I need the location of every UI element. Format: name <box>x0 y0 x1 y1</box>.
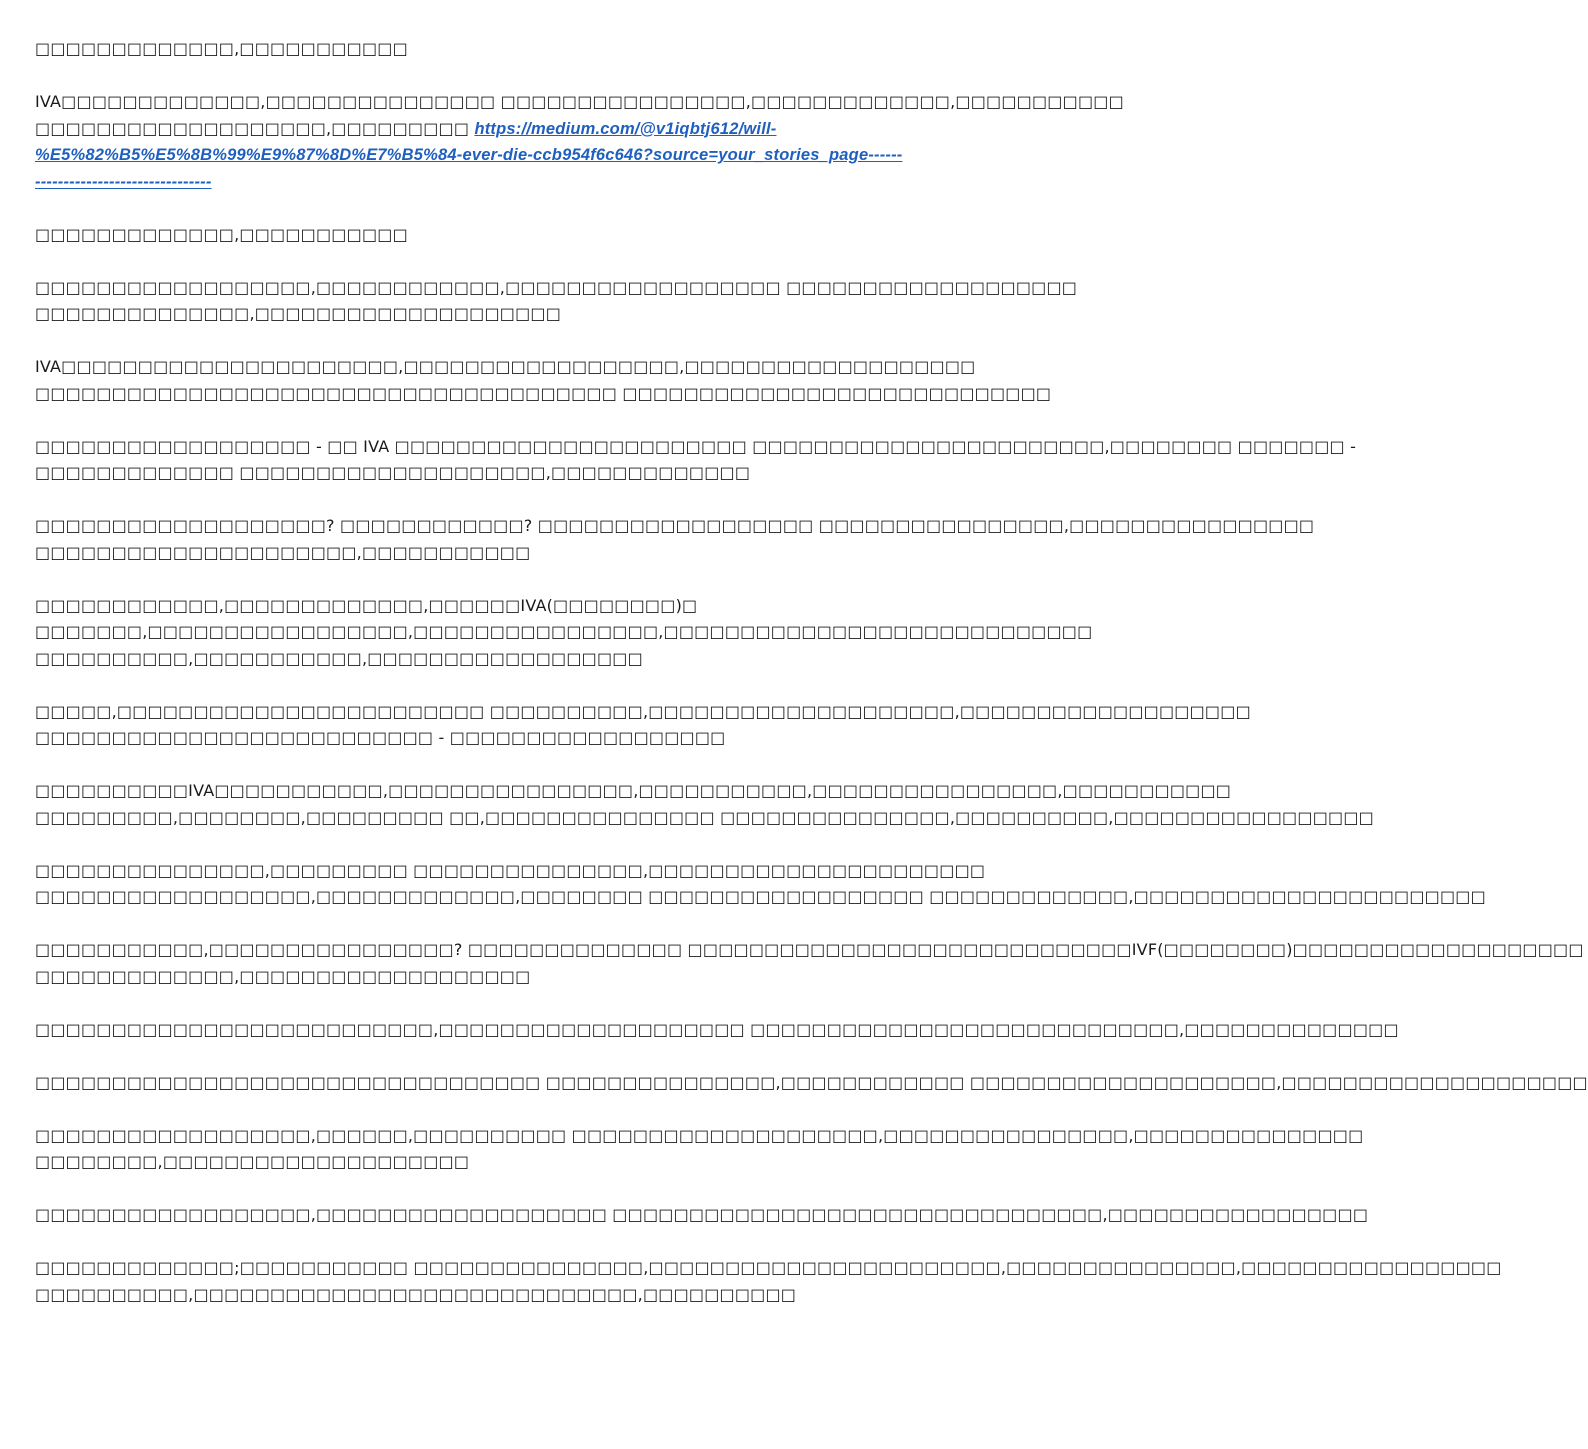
paragraph <box>35 1255 1502 1308</box>
paragraph <box>35 1123 1364 1176</box>
paragraph-line: □□□□□□□□□□□□□□□□□□□□□,□□□□□□□□□□□ <box>35 542 531 562</box>
paragraph <box>35 1017 1399 1044</box>
paragraph-line: □□□□□□□□□□□□□□□,□□□□□□□□□ □□□□□□□□□□□□□□□,□□□□□□□□□□□□□□□□□□□□□□ <box>35 860 986 880</box>
paragraph-line: □□□□□,□□□□□□□□□□□□□□□□□□□□□□□□ □□□□□□□□□□,□□□□□□□□□□□□□□□□□□□□,□□□□□□□□□□□□□□□□□□□ <box>35 701 1251 721</box>
paragraph <box>35 1202 1369 1229</box>
paragraph-line: □□□□□□□□□□□□□□,□□□□□□□□□□□□□□□□□□□□ <box>35 304 562 323</box>
paragraph-line: □□□□□□□□□□□□□□□□□□□□□□□□□□ - □□□□□□□□□□□□□□□□□□ <box>35 728 726 747</box>
paragraph <box>35 222 995 249</box>
paragraph <box>35 778 1374 831</box>
paragraph-line: □□□□□□□□□□□□,□□□□□□□□□□□□□,□□□□□□IVA(□□□□□□□□)□ <box>35 595 698 615</box>
paragraph-line: □□□□□□□□□□□□□□□□□□□,□□□□□□□□□ <box>35 118 475 138</box>
paragraph <box>35 513 1315 566</box>
article-link-line[interactable]: %E5%82%B5%E5%8B%99%E9%87%8D%E7%B5%84-ever-die-ccb954f6c646?source=your_stories_page------ <box>35 146 903 164</box>
paragraph <box>35 593 1093 673</box>
paragraph-line: □□□□□□□□,□□□□□□□□□□□□□□□□□□□□ <box>35 1152 470 1171</box>
paragraph <box>35 937 1584 990</box>
paragraph-line: □□□□□□□,□□□□□□□□□□□□□□□□□,□□□□□□□□□□□□□□□□,□□□□□□□□□□□□□□□□□□□□□□□□□□□□ <box>35 622 1093 641</box>
paragraph-line: □□□□□□□□□□,□□□□□□□□□□□□□□□□□□□□□□□□□□□□□,□□□□□□□□□□ <box>35 1284 797 1304</box>
paragraph-line: □□□□□□□□□□□□□□□□□□□□□□□□□□□□□□□□□ □□□□□□□□□□□□□□□,□□□□□□□□□□□□ □□□□□□□□□□□□□□□□□□□□,□□□□□□□□□□□□□□□□□□□□ <box>35 1072 1588 1092</box>
paragraph-line: □□□□□□□□□□□□□□□□□□ - □□ IVA □□□□□□□□□□□□□□□□□□□□□□□ □□□□□□□□□□□□□□□□□□□□□□□,□□□□□□□□ □□□□□□□ - <box>35 436 1357 456</box>
paragraph-line: □□□□□□□□□□□□□□□□□□,□□□□□□□□□□□□□,□□□□□□□□ □□□□□□□□□□□□□□□□□□ □□□□□□□□□□□□□,□□□□□□□□□□□□□□□□□□□□□□□ <box>35 887 1486 906</box>
paragraph <box>35 1070 1588 1097</box>
article-link-line[interactable]: https://medium.com/@v1iqbtj612/will- <box>474 119 777 138</box>
paragraph-line: □□□□□□□□□□IVA□□□□□□□□□□□,□□□□□□□□□□□□□□□□,□□□□□□□□□□□,□□□□□□□□□□□□□□□□,□□□□□□□□□□□ <box>35 781 1232 800</box>
paragraph-line: □□□□□□□□□□□,□□□□□□□□□□□□□□□□? □□□□□□□□□□□□□□ □□□□□□□□□□□□□□□□□□□□□□□□□□□□□IVF(□□□□□□□□)□□□□□□□□□□□□□□□□□□□ <box>35 940 1584 959</box>
paragraph <box>35 354 1052 407</box>
paragraph-line: □□□□□□□□□□□□□;□□□□□□□□□□□ □□□□□□□□□□□□□□□,□□□□□□□□□□□□□□□□□□□□□□□,□□□□□□□□□□□□□□□,□□□□□□□□□□□□□□□□□ <box>35 1258 1502 1277</box>
paragraph <box>35 699 1251 752</box>
paragraph-line: □□□□□□□□□□□□□,□□□□□□□□□□□□□□□□□□□ <box>35 966 531 986</box>
paragraph-line: □□□□□□□□□□□□□□□□□□,□□□□□□□□□□□□,□□□□□□□□□□□□□□□□□□ □□□□□□□□□□□□□□□□□□□ <box>35 277 1078 297</box>
paragraph <box>35 36 995 63</box>
article-link-line[interactable]: ------------------------------- <box>35 172 212 191</box>
paragraph-line: □□□□□□□□□□□□□□□□□□□? □□□□□□□□□□□□? □□□□□□□□□□□□□□□□□□ □□□□□□□□□□□□□□□□,□□□□□□□□□□□□□□□□ <box>35 516 1315 535</box>
paragraph-line: IVA□□□□□□□□□□□□□□□□□□□□□□,□□□□□□□□□□□□□□□□□□,□□□□□□□□□□□□□□□□□□□ <box>35 357 976 376</box>
paragraph-line: □□□□□□□□□□□□□,□□□□□□□□□□□ <box>35 39 408 58</box>
paragraph-line: □□□□□□□□□,□□□□□□□□,□□□□□□□□□ □□,□□□□□□□□□□□□□□□ □□□□□□□□□□□□□□□,□□□□□□□□□□,□□□□□□□□□□□□□□□□□ <box>35 807 1374 827</box>
paragraph-line: IVA□□□□□□□□□□□□□,□□□□□□□□□□□□□□□ □□□□□□□□□□□□□□□□,□□□□□□□□□□□□□,□□□□□□□□□□□ <box>35 92 1124 111</box>
paragraph-line: □□□□□□□□□□□□□□□□□□□□□□□□□□□□□□□□□□□□□□ □□□□□□□□□□□□□□□□□□□□□□□□□□□□ <box>35 383 1052 403</box>
paragraph-line: □□□□□□□□□□□□□,□□□□□□□□□□□ <box>35 224 408 244</box>
paragraph <box>35 89 1124 195</box>
paragraph <box>35 275 1078 328</box>
paragraph-line: □□□□□□□□□□□□□□□□□□□□□□□□□□,□□□□□□□□□□□□□□□□□□□□ □□□□□□□□□□□□□□□□□□□□□□□□□□□□,□□□□□□□□□□□□□□ <box>35 1019 1399 1039</box>
paragraph-line: □□□□□□□□□□□□□ □□□□□□□□□□□□□□□□□□□□,□□□□□□□□□□□□□ <box>35 463 751 482</box>
paragraph <box>35 434 1357 487</box>
paragraph-line: □□□□□□□□□□□□□□□□□□,□□□□□□,□□□□□□□□□□ □□□□□□□□□□□□□□□□□□□□,□□□□□□□□□□□□□□□□,□□□□□□□□□□□□□□□ <box>35 1125 1364 1145</box>
paragraph <box>35 858 1486 911</box>
paragraph-line: □□□□□□□□□□,□□□□□□□□□□□,□□□□□□□□□□□□□□□□□□ <box>35 648 643 668</box>
document-page <box>35 36 1588 1335</box>
paragraph-line: □□□□□□□□□□□□□□□□□□,□□□□□□□□□□□□□□□□□□□ □□□□□□□□□□□□□□□□□□□□□□□□□□□□□□□□,□□□□□□□□□□□□□□□□□ <box>35 1205 1369 1224</box>
